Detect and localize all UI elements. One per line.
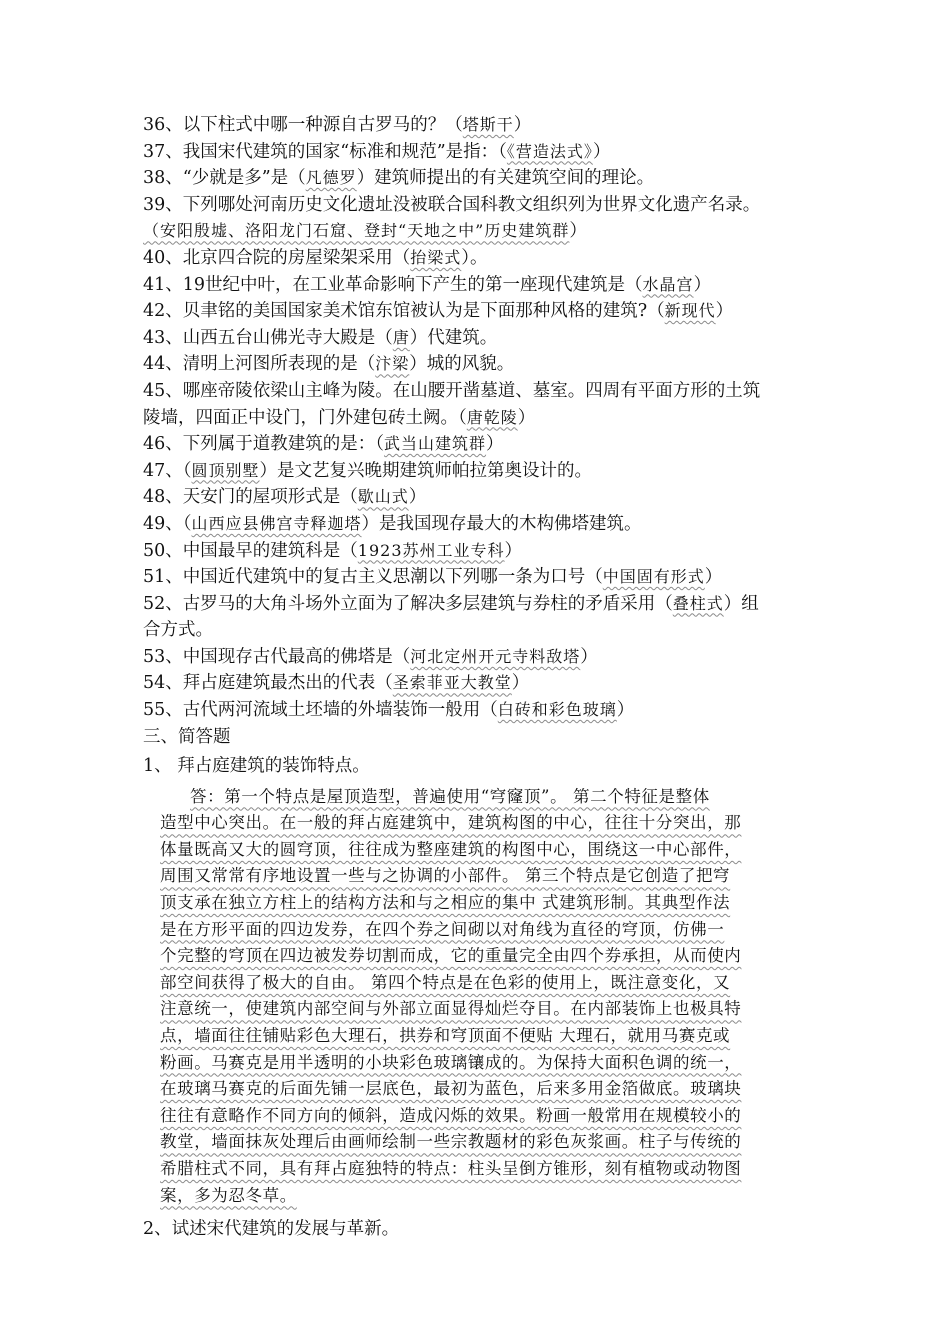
answer-text: 新现代 bbox=[664, 301, 716, 321]
question-text: 55、古代两河流域土坯墙的外墙装饰一般用（ bbox=[143, 700, 498, 721]
question-text: ） bbox=[486, 434, 504, 455]
question-line bbox=[143, 431, 823, 458]
question-line bbox=[143, 538, 823, 565]
question-text: 39、下列哪处河南历史文化遗址没被联合国科教文组织列为世界文化遗产名录。 bbox=[143, 194, 761, 215]
question-text: 44、清明上河图所表现的是（ bbox=[143, 354, 376, 375]
question-line bbox=[143, 511, 823, 538]
question-text: 合方式。 bbox=[143, 620, 213, 641]
answer-text: 《营造法式》 bbox=[506, 141, 593, 161]
question-text: ） bbox=[408, 487, 427, 508]
question-text: ） bbox=[704, 567, 723, 588]
question-text: 51、中国近代建筑中的复古主义思潮以下列哪一条为口号（ bbox=[143, 567, 603, 588]
question-text: 40、北京四合院的房屋梁架采用（ bbox=[143, 247, 411, 268]
answer-paragraph-line: 体量既高又大的圆穹顶，往往成为整座建筑的构图中心，围绕这一中心部件， bbox=[160, 839, 742, 859]
question-text: 37、我国宋代建筑的国家“标准和规范”是指：（ bbox=[143, 141, 507, 162]
answer-text: 白砖和彩色玻璃 bbox=[497, 700, 617, 720]
question-text: ）组 bbox=[723, 593, 759, 614]
answer-text: 叠柱式 bbox=[672, 593, 724, 613]
answer-text: 汴梁 bbox=[375, 354, 410, 374]
answer-text: 水晶宫 bbox=[642, 274, 694, 294]
question-text: 49、（ bbox=[143, 513, 192, 534]
question-text: 38、“少就是多”是（ bbox=[143, 168, 306, 189]
question-text: ）城的风貌。 bbox=[409, 354, 515, 375]
answer-paragraph-line: 周围又常常有序地设置一些与之协调的小部件。 第三个特点是它创造了把穹 bbox=[160, 866, 731, 886]
question-text: ）代建筑。 bbox=[409, 327, 498, 348]
question-line bbox=[143, 617, 823, 644]
question-text: 50、中国最早的建筑科是（ bbox=[143, 540, 358, 561]
answer-text: 凡德罗 bbox=[305, 168, 357, 188]
answer-text: 抬梁式 bbox=[410, 247, 462, 267]
question-line bbox=[143, 484, 823, 511]
question-line bbox=[143, 697, 823, 724]
answer-text: 山西应县佛宫寺释迦塔 bbox=[191, 513, 362, 533]
answer-paragraph-line: 顶支承在独立方柱上的结构方法和与之相应的集中 式建筑形制。其典型作法 bbox=[160, 893, 731, 913]
question-list bbox=[143, 112, 823, 724]
question-text: ）是文艺复兴晚期建筑师帕拉第奥设计的。 bbox=[259, 460, 593, 481]
answer-text: 歇山式 bbox=[357, 487, 409, 507]
question-line bbox=[143, 670, 823, 697]
answer-text: 塔斯干 bbox=[462, 115, 514, 134]
question-text: ） bbox=[616, 700, 635, 721]
question-text: 36、以下柱式中哪一种源自古罗马的？（ bbox=[143, 115, 463, 135]
question-text: ） bbox=[504, 540, 523, 561]
question-line bbox=[143, 218, 823, 245]
short-answer-1-body bbox=[160, 784, 820, 1210]
question-line bbox=[143, 378, 823, 405]
answer-text: 中国固有形式 bbox=[602, 567, 705, 587]
question-line bbox=[143, 351, 823, 378]
section-title: 三、简答题 bbox=[143, 726, 231, 747]
question-line bbox=[143, 405, 823, 432]
question-text: 42、贝聿铭的美国国家美术馆东馆被认为是下面那种风格的建筑?（ bbox=[143, 301, 665, 322]
answer-paragraph-line: 案，多为忍冬草。 bbox=[160, 1185, 297, 1205]
question-line bbox=[143, 139, 823, 166]
short-answer-question-1: 1、 拜占庭建筑的装饰特点。 bbox=[143, 755, 370, 776]
answer-paragraph-line: 粉画。马赛克是用半透明的小块彩色玻璃镶成的。为保持大面积色调的统一， bbox=[160, 1052, 742, 1072]
question-text: 53、中国现存古代最高的佛塔是（ bbox=[143, 646, 411, 667]
answer-paragraph-line: 教堂，墙面抹灰处理后由画师绘制一些宗教题材的彩色灰浆画。柱子与传统的 bbox=[160, 1132, 742, 1152]
answer-paragraph-line: 希腊柱式不同，具有拜占庭独特的特点：柱头呈倒方锥形，刻有植物或动物图 bbox=[160, 1158, 742, 1178]
answer-text: 河北定州开元寺料敌塔 bbox=[410, 646, 581, 666]
question-line bbox=[143, 245, 823, 272]
answer-paragraph-line: 造型中心突出。在一般的拜占庭建筑中，建筑构图的中心，往往十分突出，那 bbox=[160, 813, 742, 833]
question-text: ）建筑师提出的有关建筑空间的理论。 bbox=[356, 168, 655, 189]
question-line bbox=[143, 458, 823, 485]
question-text: 54、拜占庭建筑最杰出的代表（ bbox=[143, 673, 393, 694]
question-text: 46、下列属于道教建筑的是：（ bbox=[143, 434, 385, 455]
answer-paragraph-line: 个完整的穹顶在四边被发券切割而成，它的重量完全由四个券承担，从而使内 bbox=[160, 946, 742, 966]
question-text: 47、（ bbox=[143, 460, 192, 481]
answer-paragraph-line: 部空间获得了极大的自由。 第四个特点是在色彩的使用上，既注意变化，又 bbox=[160, 972, 731, 992]
answer-paragraph-line: 答：第一个特点是屋顶造型，普遍使用“穹窿顶”。 第二个特征是整体 bbox=[190, 786, 710, 806]
answer-text: 圆顶别墅 bbox=[191, 460, 260, 480]
answer-text: （安阳殷墟、洛阳龙门石窟、登封“天地之中”历史建筑群 bbox=[143, 221, 570, 241]
answer-paragraph-line: 往往有意略作不同方向的倾斜，造成闪烁的效果。粉画一般常用在规模较小的 bbox=[160, 1105, 742, 1125]
question-line bbox=[143, 644, 823, 671]
question-text: 41、19世纪中叶，在工业革命影响下产生的第一座现代建筑是（ bbox=[143, 274, 643, 295]
answer-text: 圣索菲亚大教堂 bbox=[392, 673, 512, 693]
question-text: ） bbox=[592, 141, 611, 162]
question-text: 43、山西五台山佛光寺大殿是（ bbox=[143, 327, 393, 348]
question-line bbox=[143, 165, 823, 192]
question-text: ） bbox=[569, 221, 587, 242]
question-text: ） bbox=[517, 407, 536, 428]
question-text: 45、哪座帝陵依梁山主峰为陵。在山腰开凿墓道、墓室。四周有平面方形的土筑 bbox=[143, 380, 761, 401]
answer-paragraph-line: 点，墙面往往铺贴彩色大理石，拱券和穹顶面不便贴 大理石，就用马赛克或 bbox=[160, 1026, 731, 1045]
question-text: ） bbox=[511, 673, 530, 694]
question-text: ） bbox=[580, 646, 598, 667]
question-text: ）是我国现存最大的木构佛塔建筑。 bbox=[361, 513, 642, 534]
question-text: ）。 bbox=[461, 247, 488, 268]
question-text: ） bbox=[715, 301, 734, 322]
question-line bbox=[143, 591, 823, 618]
short-answer-question-2: 2、试述宋代建筑的发展与革新。 bbox=[143, 1219, 400, 1240]
question-line bbox=[143, 325, 823, 352]
question-text: ） bbox=[693, 274, 712, 295]
question-line bbox=[143, 112, 823, 139]
question-text: 52、古罗马的大角斗场外立面为了解决多层建筑与券柱的矛盾采用（ bbox=[143, 593, 673, 614]
question-text: 陵墙，四面正中设门，门外建包砖土阙。（ bbox=[143, 407, 467, 428]
question-text: 48、天安门的屋项形式是（ bbox=[143, 487, 358, 508]
answer-paragraph-line: 在玻璃马赛克的后面先铺一层底色，最初为蓝色，后来多用金箔做底。玻璃块 bbox=[160, 1079, 742, 1099]
answer-text: 唐乾陵 bbox=[466, 407, 518, 427]
question-line bbox=[143, 298, 823, 325]
question-text: ） bbox=[513, 115, 532, 135]
answer-text: 唐 bbox=[392, 327, 410, 347]
answer-text: 武当山建筑群 bbox=[384, 434, 487, 454]
answer-paragraph-line: 注意统一，使建筑内部空间与外部立面显得灿烂夺目。在内部装饰上也极具特 bbox=[160, 999, 742, 1019]
question-line bbox=[143, 192, 823, 219]
question-line bbox=[143, 272, 823, 299]
answer-paragraph-line: 是在方形平面的四边发券，在四个券之间砌以对角线为直径的穹顶，仿佛一 bbox=[160, 919, 725, 939]
question-line bbox=[143, 564, 823, 591]
answer-text: 1923苏州工业专科 bbox=[357, 540, 505, 560]
document-page bbox=[143, 112, 823, 1243]
